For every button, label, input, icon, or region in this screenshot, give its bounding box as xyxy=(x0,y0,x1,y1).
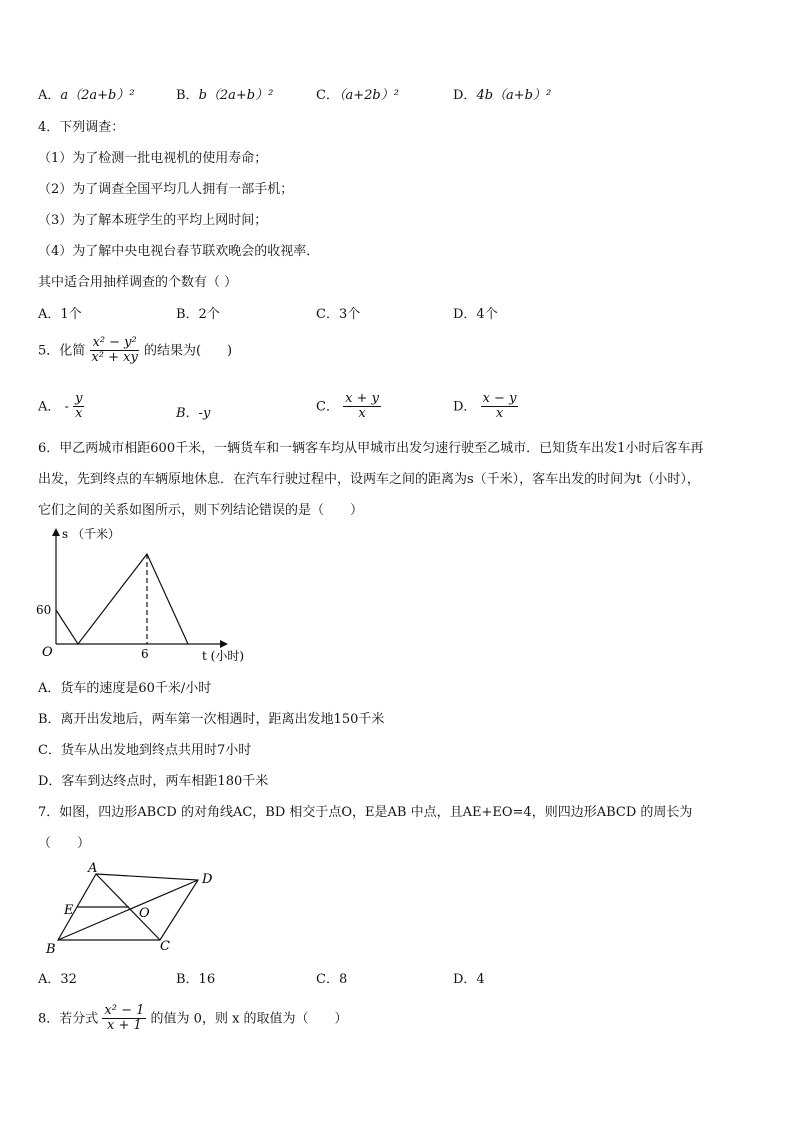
label-a: A xyxy=(88,861,98,876)
q4-option-d[interactable]: D．4个 xyxy=(453,307,498,322)
q4-option-a[interactable]: A．1个 xyxy=(38,307,82,322)
fraction-denominator: x xyxy=(495,406,504,422)
q4-option-c[interactable]: C．3个 xyxy=(316,307,361,322)
q5-prefix: 5．化简 xyxy=(38,343,86,359)
label-e: E xyxy=(64,903,74,918)
option-sign: - xyxy=(64,399,69,415)
q6-option-a[interactable]: A．货车的速度是60千米/小时 xyxy=(38,681,212,696)
q3-option-a[interactable] xyxy=(38,84,135,103)
option-fraction xyxy=(481,392,519,422)
x-tick-label: 6 xyxy=(141,647,149,661)
q7-option-d[interactable]: D．4 xyxy=(453,972,485,987)
q4-item-1: （1）为了检测一批电视机的使用寿命； xyxy=(38,151,268,166)
x-axis-arrow xyxy=(220,640,228,648)
fraction-denominator: x + 1 xyxy=(107,1018,142,1034)
option-letter: A． xyxy=(38,88,61,103)
label-b: B xyxy=(46,942,56,957)
fraction-denominator: x² + xy xyxy=(91,350,138,366)
q7-option-c[interactable]: C．8 xyxy=(316,972,348,987)
q8-prefix: 8．若分式 xyxy=(38,1011,99,1027)
q3-option-c[interactable] xyxy=(316,84,399,103)
option-letter: D． xyxy=(453,399,477,415)
y-axis-label: s （千米） xyxy=(62,527,120,541)
q5-option-d[interactable] xyxy=(453,392,518,422)
q4-item-3: （3）为了解本班学生的平均上网时间； xyxy=(38,213,268,228)
q6-option-c[interactable]: C．货车从出发地到终点共用时7小时 xyxy=(38,743,252,758)
q3-option-d[interactable] xyxy=(453,84,551,103)
q5-suffix: 的结果为( ) xyxy=(143,343,233,359)
q4-option-b[interactable]: B．2个 xyxy=(176,307,220,322)
option-fraction xyxy=(73,392,84,422)
q5-question xyxy=(38,336,232,366)
q3-option-b[interactable] xyxy=(176,84,273,103)
option-text: （a+2b）² xyxy=(338,88,399,103)
q8-suffix: 的值为 0，则 x 的取值为（ ） xyxy=(150,1011,348,1027)
option-letter: B． xyxy=(176,88,199,103)
option-letter: C． xyxy=(316,88,339,103)
option-text: b（2a+b）² xyxy=(198,88,274,103)
q8-question xyxy=(38,1004,348,1034)
q4-title: 4．下列调查： xyxy=(38,120,125,135)
diagonal-bd xyxy=(58,880,198,940)
option-fraction xyxy=(343,392,381,422)
fraction-denominator: x xyxy=(75,406,83,422)
label-d: D xyxy=(202,872,213,887)
option-text: a（2a+b）² xyxy=(60,88,135,103)
q6-graph xyxy=(30,522,270,667)
q5-option-a[interactable] xyxy=(38,392,84,422)
q6-option-b[interactable]: B．离开出发地后，两车第一次相遇时，距离出发地150千米 xyxy=(38,712,385,727)
q6-line-2: 出发，先到终点的车辆原地休息．在汽车行驶过程中，设两车之间的距离为s（千米），客车出发的时间为t（小时）， xyxy=(38,472,700,487)
distance-line xyxy=(56,554,188,644)
fraction-numerator: x² − 1 xyxy=(104,1003,145,1018)
q8-fraction xyxy=(102,1004,146,1034)
q7-parallelogram-figure xyxy=(38,858,228,958)
option-text: 4b（a+b）² xyxy=(476,88,552,103)
option-letter: A． xyxy=(38,399,61,415)
origin-label: O xyxy=(42,645,53,660)
y-tick-label: 60 xyxy=(36,603,52,617)
x-axis-label: t (小时) xyxy=(202,649,245,663)
q5-fraction xyxy=(89,336,139,366)
q5-option-b[interactable] xyxy=(176,402,210,421)
q7-option-b[interactable]: B．16 xyxy=(176,972,216,987)
label-c: C xyxy=(160,939,170,954)
label-o: O xyxy=(139,906,150,921)
q7-line-1: 7．如图，四边形ABCD 的对角线AC，BD 相交于点O，E是AB 中点，且AE+EO=4，则四边形ABCD 的周长为 xyxy=(38,805,693,820)
q4-item-2: （2）为了调查全国平均几人拥有一部手机； xyxy=(38,182,294,197)
option-letter: D． xyxy=(453,88,477,103)
y-axis-arrow xyxy=(52,528,60,536)
fraction-numerator: x − y xyxy=(482,391,517,406)
fraction-numerator: y xyxy=(75,391,83,406)
q7-option-a[interactable]: A．32 xyxy=(38,972,77,987)
q4-question: 其中适合用抽样调查的个数有（ ） xyxy=(38,275,238,290)
q4-item-4: （4）为了解中央电视台春节联欢晚会的收视率． xyxy=(38,244,320,259)
q6-line-3: 它们之间的关系如图所示，则下列结论错误的是（ ） xyxy=(38,503,364,518)
option-text: B．-y xyxy=(176,406,211,421)
fraction-numerator: x + y xyxy=(345,391,379,406)
q6-line-1: 6．甲乙两城市相距600千米，一辆货车和一辆客车均从甲城市出发匀速行驶至乙城市．已知货车出发1小时后客车再 xyxy=(38,441,704,456)
fraction-denominator: x xyxy=(358,406,366,422)
q6-option-d[interactable]: D．客车到达终点时，两车相距180千米 xyxy=(38,774,269,789)
option-letter: C． xyxy=(316,399,339,415)
q5-option-c[interactable] xyxy=(316,392,381,422)
fraction-numerator: x² − y² xyxy=(92,335,137,350)
q7-line-2: （ ） xyxy=(38,836,91,851)
